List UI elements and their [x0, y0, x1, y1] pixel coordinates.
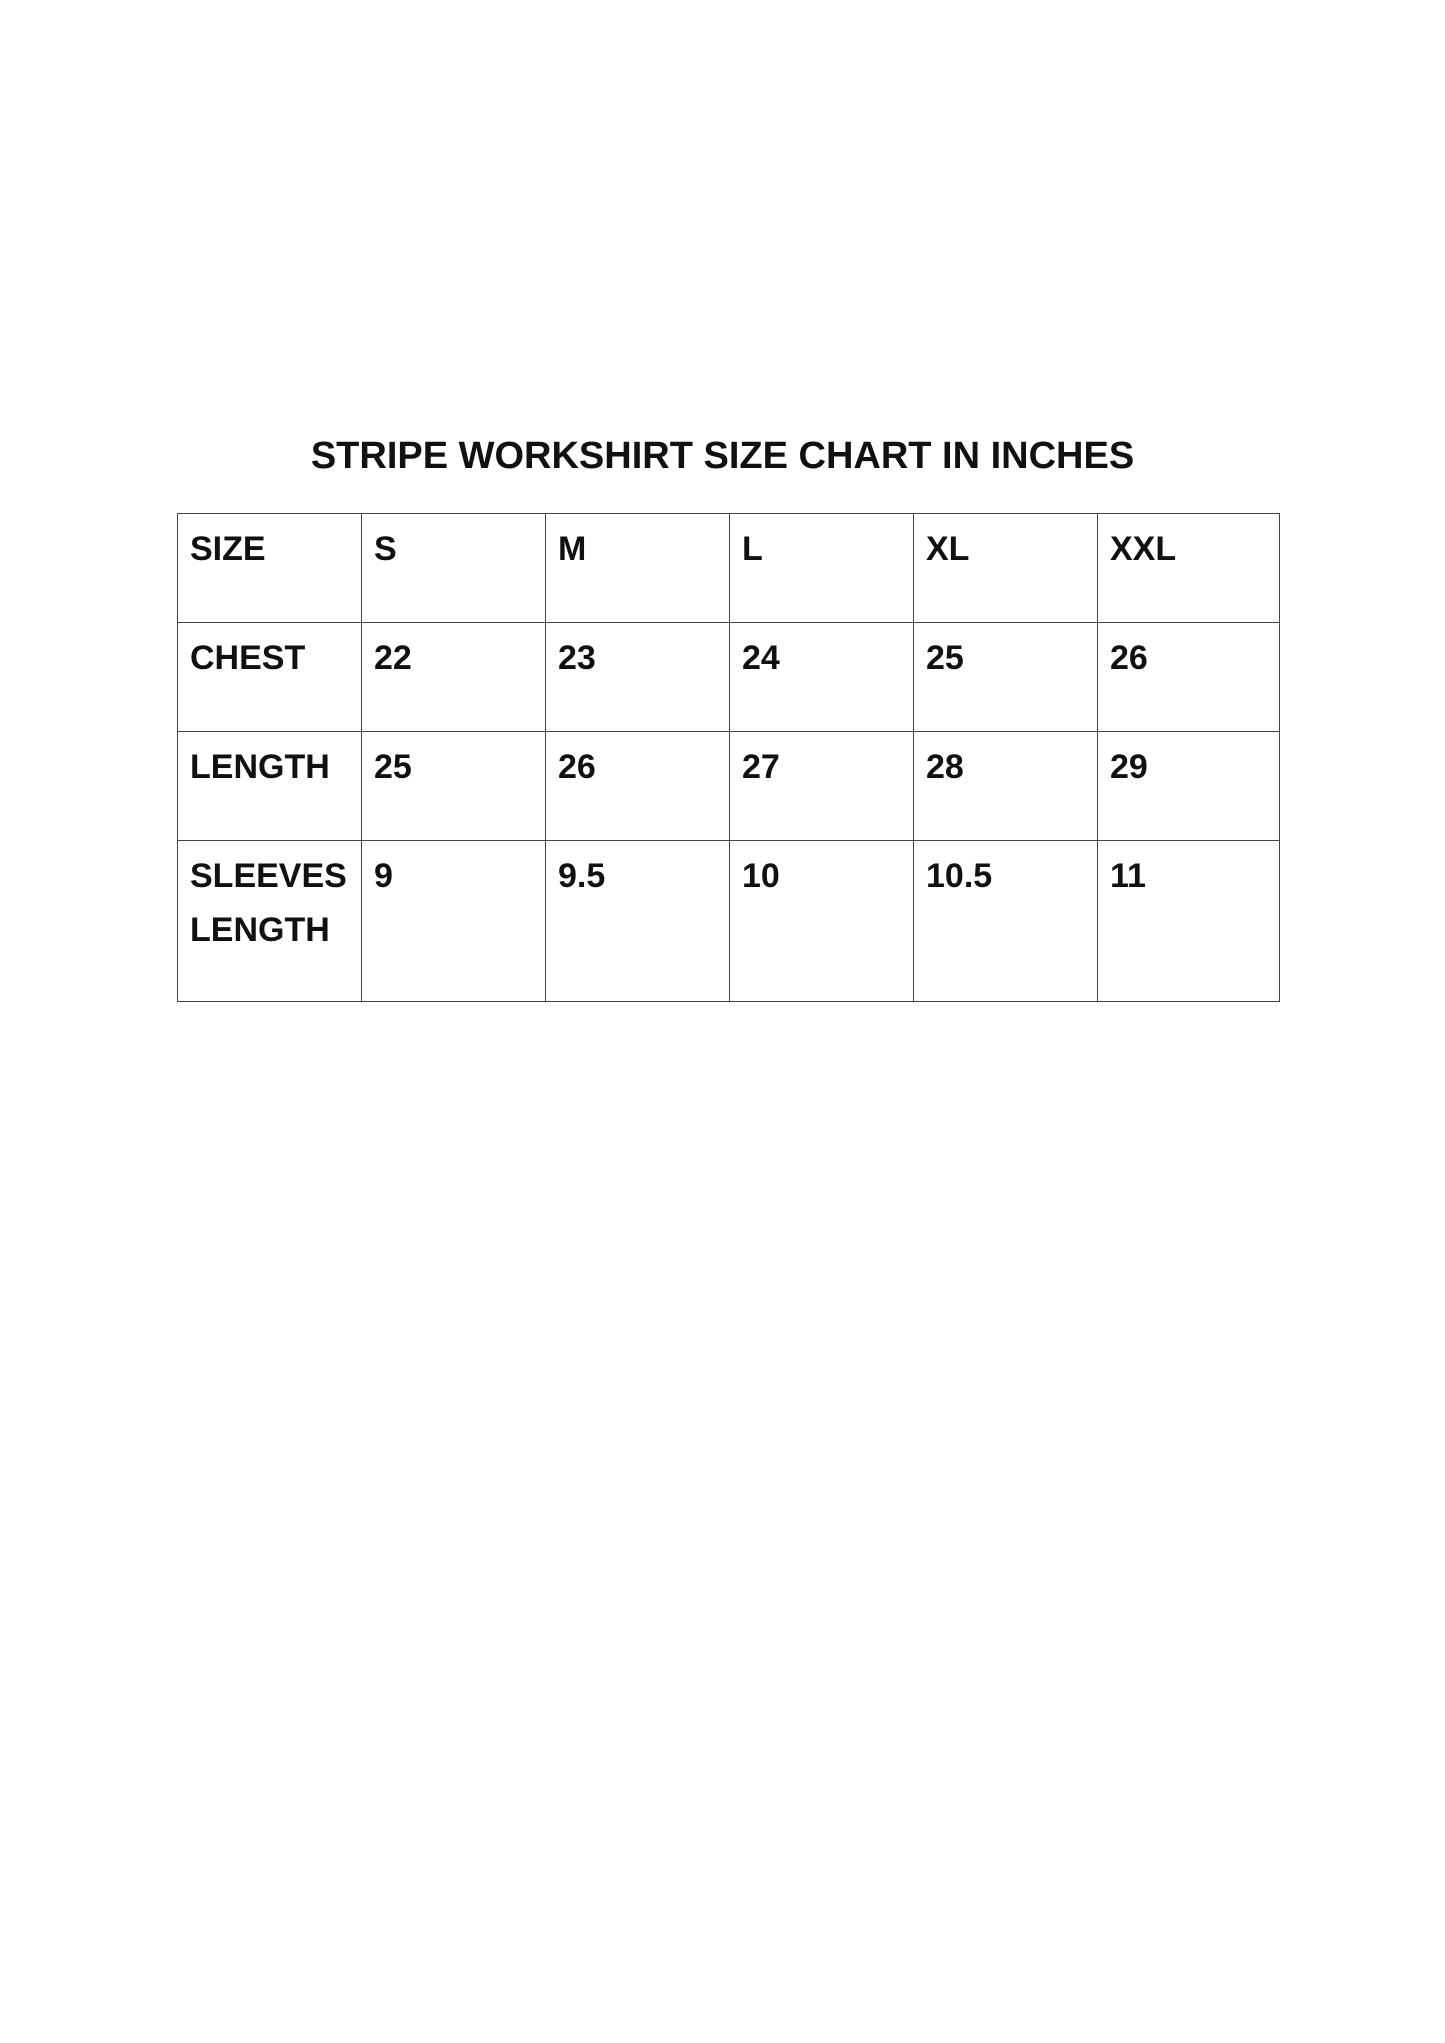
header-cell-l: L [730, 514, 914, 623]
table-cell: 23 [546, 623, 730, 732]
header-cell-m: M [546, 514, 730, 623]
table-cell: 26 [546, 732, 730, 841]
header-cell-xl: XL [914, 514, 1098, 623]
table-cell: 26 [1098, 623, 1280, 732]
table-cell: 10 [730, 841, 914, 1002]
table-cell: 27 [730, 732, 914, 841]
table-cell: 9 [362, 841, 546, 1002]
table-cell: 11 [1098, 841, 1280, 1002]
row-label-sleeves-length: SLEEVES LENGTH [178, 841, 362, 1002]
table-row-sleeves-length [178, 841, 1280, 1002]
table-cell: 9.5 [546, 841, 730, 1002]
row-label-chest: CHEST [178, 623, 362, 732]
table-row-length [178, 732, 1280, 841]
table-cell: 24 [730, 623, 914, 732]
row-label-length: LENGTH [178, 732, 362, 841]
table-cell: 25 [914, 623, 1098, 732]
table-row-chest [178, 623, 1280, 732]
header-cell-xxl: XXL [1098, 514, 1280, 623]
table-cell: 25 [362, 732, 546, 841]
table-cell: 22 [362, 623, 546, 732]
page-title: STRIPE WORKSHIRT SIZE CHART IN INCHES [310, 435, 1135, 477]
header-cell-size: SIZE [178, 514, 362, 623]
table-cell: 10.5 [914, 841, 1098, 1002]
table-cell: 28 [914, 732, 1098, 841]
table-cell: 29 [1098, 732, 1280, 841]
size-chart-table [177, 513, 1280, 1002]
table-header-row [178, 514, 1280, 623]
header-cell-s: S [362, 514, 546, 623]
